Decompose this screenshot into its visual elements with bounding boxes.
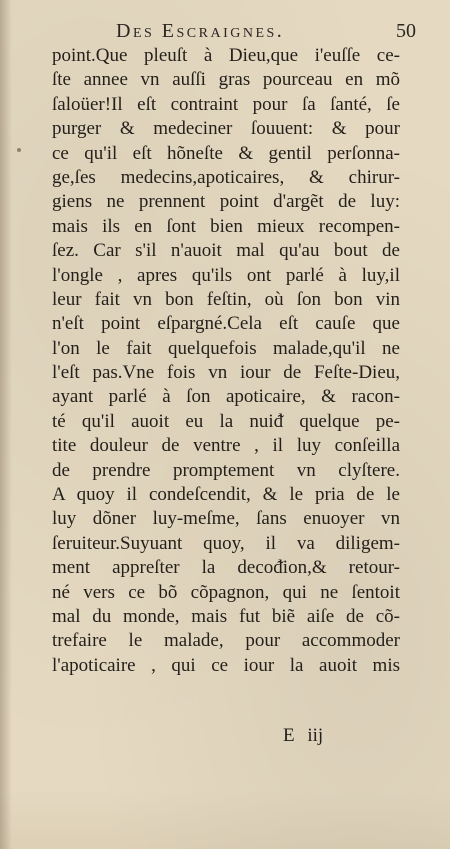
text-line: ſez. Car s'il n'auoit mal qu'au bout de xyxy=(52,240,400,262)
text-line: l'ongle , apres qu'ils ont parlé à luy,il xyxy=(52,264,400,286)
text-line: purger & medeciner ſouuent: & pour xyxy=(52,118,400,140)
text-line: A quoy il condeſcendit, & le pria de le xyxy=(52,484,400,506)
text-line: l'on le fait quelquefois malade,qu'il ne xyxy=(52,337,400,359)
text-line: mais ils en ſont bien mieux recompen- xyxy=(52,215,400,237)
text-line: l'eſt pas.Vne fois vn iour de Feſte-Dieu, xyxy=(52,362,400,384)
text-line: ment appreſter la decoᵭion,& retour- xyxy=(52,557,400,579)
text-line: point.Que pleuſt à Dieu,que i'euſſe ce- xyxy=(52,45,400,66)
text-line: mal du monde, mais fut biẽ aiſe de cõ- xyxy=(52,605,400,627)
running-title: Des Escraignes. xyxy=(116,20,285,42)
page-bottom-shade xyxy=(0,789,450,849)
text-line: n'eſt point eſpargné.Cela eſt cauſe que xyxy=(52,313,400,335)
text-line: ge,ſes medecins,apoticaires, & chirur- xyxy=(52,166,400,188)
text-line: ſaloüer!Il eſt contraint pour ſa ſanté, ſe xyxy=(52,93,400,115)
text-line: tite douleur de ventre , il luy conſeilla xyxy=(52,435,400,457)
signature-mark: E iij xyxy=(283,725,324,746)
text-line: luy dõner luy-meſme, ſans enuoyer vn xyxy=(52,508,400,530)
text-line: l'apoticaire , qui ce iour la auoit mis xyxy=(52,654,400,676)
text-line: ſeruiteur.Suyuant quoy, il va diligem- xyxy=(52,532,400,554)
text-line: té qu'il auoit eu la nuiᵭ quelque pe- xyxy=(52,410,400,432)
text-line: leur fait vn bon feſtin, où ſon bon vin xyxy=(52,288,400,310)
margin-ink-speck xyxy=(17,148,21,152)
text-line: ayant parlé à ſon apoticaire, & racon- xyxy=(52,386,400,408)
text-line: giens ne prennent point d'argẽt de luy: xyxy=(52,191,400,213)
text-line: trefaire le malade, pour accommoder xyxy=(52,630,400,652)
text-line: de prendre promptement vn clyſtere. xyxy=(52,459,400,481)
body-text xyxy=(52,44,400,678)
text-line: ſte annee vn auſſi gras pourceau en mõ xyxy=(52,69,400,91)
text-line: ce qu'il eſt hõneſte & gentil perſonna- xyxy=(52,142,400,164)
page-gutter-shadow xyxy=(0,0,12,849)
text-line: né vers ce bõ cõpagnon, qui ne ſentoit xyxy=(52,581,400,603)
page-number: 50 xyxy=(396,20,416,42)
